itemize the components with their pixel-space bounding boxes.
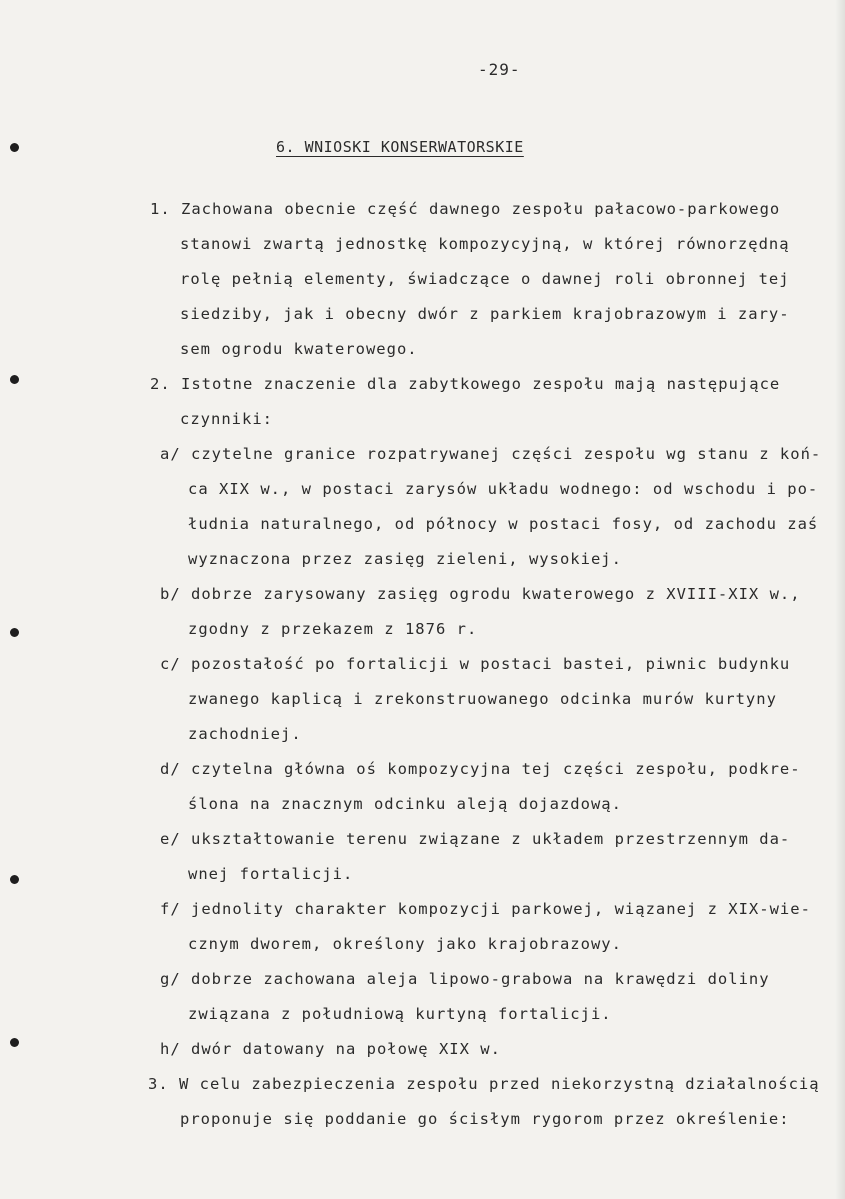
text-line: stanowi zwartą jednostkę kompozycyjną, w której równorzędną bbox=[180, 235, 790, 253]
text-line: zgodny z przekazem z 1876 r. bbox=[188, 620, 478, 638]
text-line: 1. Zachowana obecnie część dawnego zespołu pałacowo-parkowego bbox=[150, 200, 781, 218]
text-line: zwanego kaplicą i zrekonstruowanego odcinka murów kurtyny bbox=[188, 690, 777, 708]
text-line: łudnia naturalnego, od północy w postaci fosy, od zachodu zaś bbox=[188, 515, 819, 533]
punch-hole-mark bbox=[10, 628, 19, 637]
page-edge-shadow bbox=[835, 0, 845, 1199]
text-line: ślona na znacznym odcinku aleją dojazdową. bbox=[188, 795, 622, 813]
text-line: siedziby, jak i obecny dwór z parkiem krajobrazowym i zary- bbox=[180, 305, 790, 323]
punch-hole-mark bbox=[10, 143, 19, 152]
text-line: a/ czytelne granice rozpatrywanej części zespołu wg stanu z koń- bbox=[160, 445, 822, 463]
text-line: wyznaczona przez zasięg zieleni, wysokiej. bbox=[188, 550, 622, 568]
section-heading: 6. WNIOSKI KONSERWATORSKIE bbox=[276, 138, 524, 156]
page-number: -29- bbox=[478, 60, 521, 79]
text-line: 3. W celu zabezpieczenia zespołu przed niekorzystną działalnością bbox=[148, 1075, 820, 1093]
punch-hole-mark bbox=[10, 375, 19, 384]
text-line: e/ ukształtowanie terenu związane z układem przestrzennym da- bbox=[160, 830, 791, 848]
text-line: 2. Istotne znaczenie dla zabytkowego zespołu mają następujące bbox=[150, 375, 781, 393]
text-line: sem ogrodu kwaterowego. bbox=[180, 340, 418, 358]
text-line: wnej fortalicji. bbox=[188, 865, 354, 883]
text-line: cznym dworem, określony jako krajobrazowy. bbox=[188, 935, 622, 953]
text-line: c/ pozostałość po fortalicji w postaci bastei, piwnic budynku bbox=[160, 655, 791, 673]
punch-hole-mark bbox=[10, 1038, 19, 1047]
text-line: b/ dobrze zarysowany zasięg ogrodu kwaterowego z XVIII-XIX w., bbox=[160, 585, 801, 603]
text-line: d/ czytelna główna oś kompozycyjna tej części zespołu, podkre- bbox=[160, 760, 801, 778]
text-line: ca XIX w., w postaci zarysów układu wodnego: od wschodu i po- bbox=[188, 480, 819, 498]
punch-hole-mark bbox=[10, 875, 19, 884]
text-line: związana z południową kurtyną fortalicji. bbox=[188, 1005, 612, 1023]
text-line: zachodniej. bbox=[188, 725, 302, 743]
text-line: czynniki: bbox=[180, 410, 273, 428]
text-line: h/ dwór datowany na połowę XIX w. bbox=[160, 1040, 501, 1058]
text-line: g/ dobrze zachowana aleja lipowo-grabowa na krawędzi doliny bbox=[160, 970, 770, 988]
text-line: proponuje się poddanie go ścisłym rygorom przez określenie: bbox=[180, 1110, 790, 1128]
text-line: rolę pełnią elementy, świadczące o dawnej roli obronnej tej bbox=[180, 270, 790, 288]
text-line: f/ jednolity charakter kompozycji parkowej, wiązanej z XIX-wie- bbox=[160, 900, 811, 918]
